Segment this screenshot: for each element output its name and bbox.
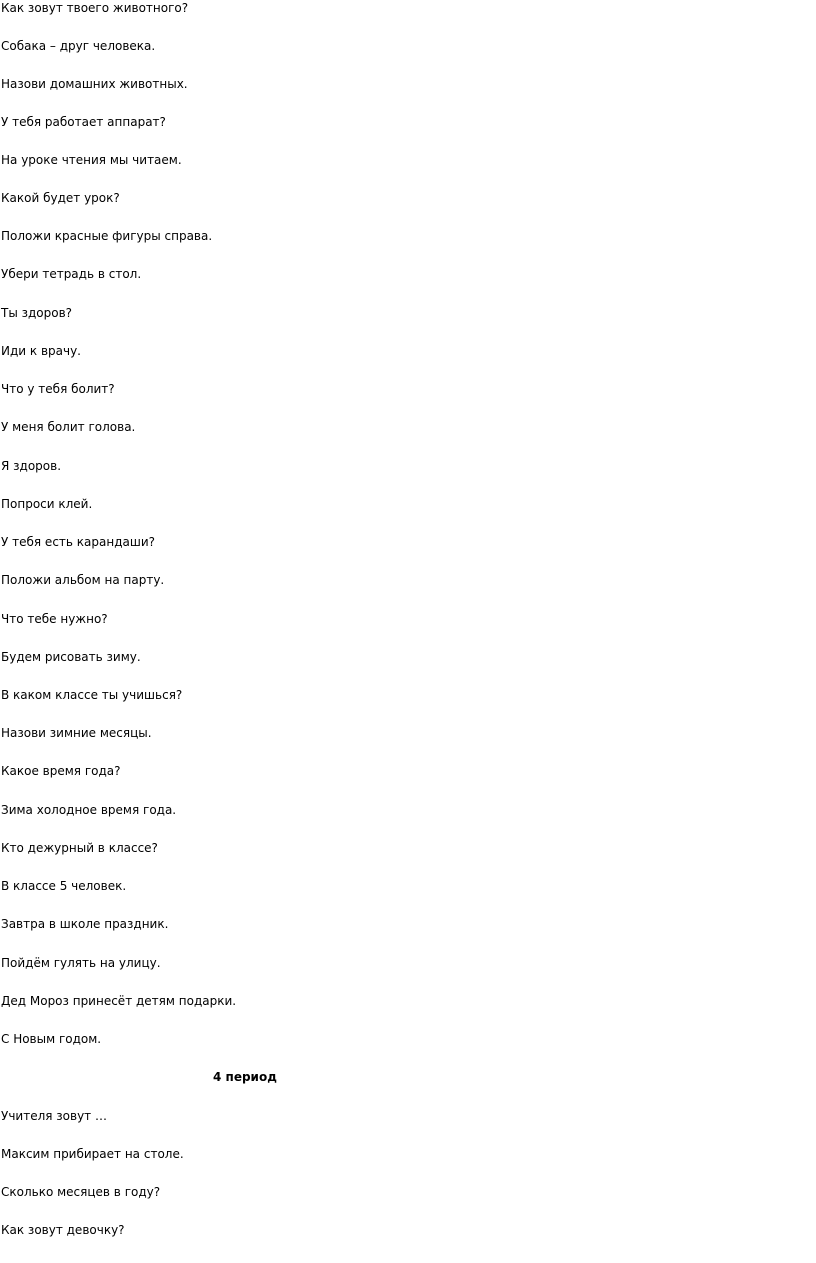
- text-line: У меня болит голова.: [1, 420, 136, 434]
- text-line: У тебя есть карандаши?: [1, 535, 156, 549]
- text-line: Ты здоров?: [1, 306, 73, 320]
- text-line: На уроке чтения мы читаем.: [1, 153, 182, 167]
- text-line: У тебя работает аппарат?: [1, 115, 166, 129]
- text-line: Положи альбом на парту.: [1, 573, 165, 587]
- text-line: С Новым годом.: [1, 1032, 102, 1046]
- text-line: Как зовут твоего животного?: [1, 1, 189, 15]
- text-line: Положи красные фигуры справа.: [1, 229, 213, 243]
- text-line: Убери тетрадь в стол.: [1, 267, 142, 281]
- text-line: Какой будет урок?: [1, 191, 120, 205]
- text-line: Назови домашних животных.: [1, 77, 188, 91]
- text-line: Сколько месяцев в году?: [1, 1185, 161, 1199]
- text-line: Как зовут девочку?: [1, 1223, 125, 1237]
- text-line: Попроси клей.: [1, 497, 93, 511]
- text-line: Зима холодное время года.: [1, 803, 177, 817]
- text-line: Собака – друг человека.: [1, 39, 156, 53]
- text-line: Пойдём гулять на улицу.: [1, 956, 161, 970]
- text-line: Иди к врачу.: [1, 344, 81, 358]
- text-line: Что у тебя болит?: [1, 382, 115, 396]
- text-line: Я здоров.: [1, 459, 62, 473]
- text-line: Назови зимние месяцы.: [1, 726, 152, 740]
- text-line: В классе 5 человек.: [1, 879, 127, 893]
- text-line: Учителя зовут …: [1, 1109, 107, 1123]
- text-line: Дед Мороз принесёт детям подарки.: [1, 994, 237, 1008]
- text-line: Кто дежурный в классе?: [1, 841, 158, 855]
- text-line: Максим прибирает на столе.: [1, 1147, 184, 1161]
- text-line: Будем рисовать зиму.: [1, 650, 141, 664]
- text-line: В каком классе ты учишься?: [1, 688, 183, 702]
- text-line: Какое время года?: [1, 764, 121, 778]
- text-line: Что тебе нужно?: [1, 612, 108, 626]
- text-line: Завтра в школе праздник.: [1, 917, 169, 931]
- section-heading: 4 период: [213, 1070, 277, 1084]
